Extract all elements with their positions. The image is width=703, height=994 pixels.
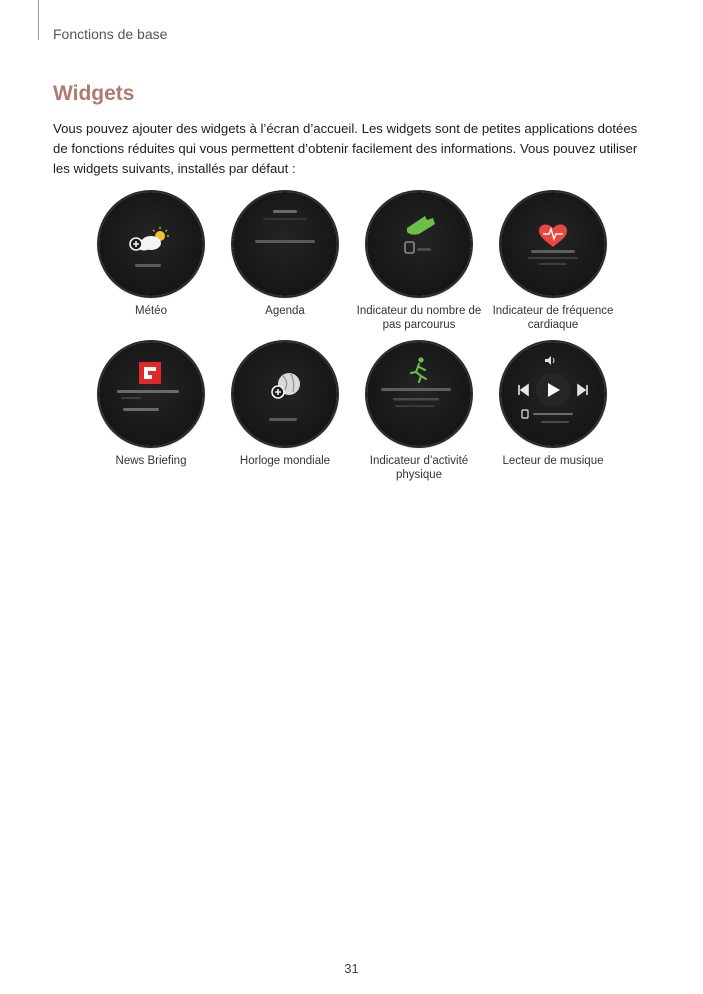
widget-activity-tracker xyxy=(352,342,486,482)
globe-icon xyxy=(233,342,337,446)
news-briefing-widget-screen xyxy=(99,342,203,446)
widget-news-briefing xyxy=(84,342,218,482)
calendar-icon xyxy=(233,192,337,296)
activity-tracker-widget-screen xyxy=(367,342,471,446)
weather-widget-screen xyxy=(99,192,203,296)
widget-label: News Briefing xyxy=(115,455,187,467)
shoe-icon xyxy=(367,192,471,296)
widget-label: Indicateur de fréquence cardiaque xyxy=(492,305,614,331)
widget-calendar xyxy=(218,192,352,332)
widget-label: Lecteur de musique xyxy=(502,455,604,467)
widget-row xyxy=(84,192,620,332)
runner-icon xyxy=(367,342,471,446)
step-counter-widget-screen xyxy=(367,192,471,296)
heart-rate-widget-screen xyxy=(501,192,605,296)
flipboard-icon xyxy=(99,342,203,446)
widget-heart-rate xyxy=(486,192,620,332)
widget-step-counter xyxy=(352,192,486,332)
widget-label: Indicateur d’activité physique xyxy=(369,455,469,481)
widget-label: Horloge mondiale xyxy=(239,455,331,467)
music-player-widget-screen xyxy=(501,342,605,446)
world-clock-widget-screen xyxy=(233,342,337,446)
widget-grid xyxy=(84,192,620,482)
margin-rule xyxy=(38,0,39,40)
widget-row xyxy=(84,342,620,482)
widget-label: Agenda xyxy=(265,305,305,317)
widget-world-clock xyxy=(218,342,352,482)
calendar-widget-screen xyxy=(233,192,337,296)
widget-weather xyxy=(84,192,218,332)
heart-icon xyxy=(501,192,605,296)
intro-paragraph: Vous pouvez ajouter des widgets à l’écran d’accueil. Les widgets sont de petites applications dotées de fonctions réduites qui vous permettent d’obtenir facilement des informations. Vous pouvez utiliser les widgets suivants, installés par défaut : xyxy=(53,121,638,176)
section-header: Fonctions de base xyxy=(53,26,168,42)
weather-icon xyxy=(99,192,203,296)
widget-label: Météo xyxy=(135,305,167,317)
widget-label: Indicateur du nombre de pas parcourus xyxy=(356,305,482,331)
music-controls-icon xyxy=(501,342,605,446)
widget-music-player xyxy=(486,342,620,482)
page-number: 31 xyxy=(344,961,359,976)
page-title: Widgets xyxy=(53,82,135,105)
